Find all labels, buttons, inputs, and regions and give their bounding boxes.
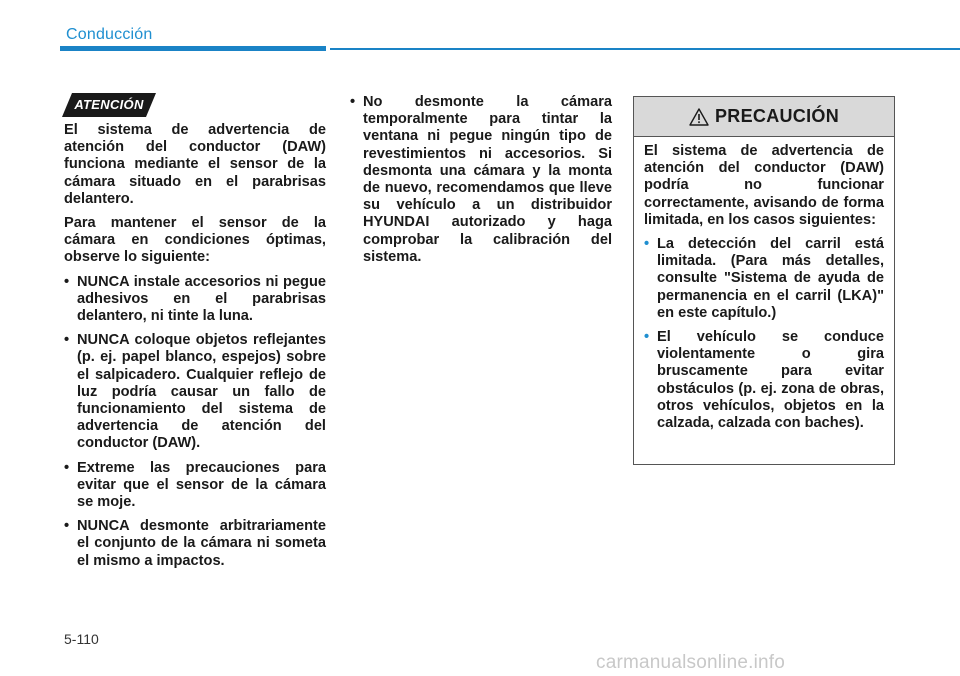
caution-title: PRECAUCIÓN bbox=[714, 106, 839, 126]
bullet-list bbox=[350, 94, 612, 266]
list-item: • No desmonte la cámara temporalmente para tintar la ventana ni pegue ningún tipo de revestimientos ni accesorios. Si desmonta una cámara y la monta de nuevo, recomendamos que lleve su vehículo a un distribuidor HYUNDAI autorizado y haga comprobar la calibración del sistema. bbox=[350, 94, 612, 266]
page-number: 5-110 bbox=[64, 631, 99, 647]
watermark: carmanualsonline.info bbox=[596, 652, 786, 673]
list-item: • La detección del carril está limitada. (Para más detalles, consulte "Sistema de ayuda de permanencia en el carril (LKA)" en este capítulo.) bbox=[644, 236, 884, 322]
section-title: Conducción bbox=[66, 26, 153, 43]
paragraph: El sistema de advertencia de atención del conductor (DAW) funciona mediante el sensor de la cámara situado en el parabrisas delantero. bbox=[64, 122, 326, 207]
column-left bbox=[64, 122, 326, 577]
bullet-list bbox=[64, 274, 326, 570]
caution-header bbox=[634, 97, 894, 137]
caution-intro: El sistema de advertencia de atención del conductor (DAW) podría no funcionar correctamente, avisando de forma limitada, en los casos siguientes: bbox=[644, 143, 884, 228]
attention-label bbox=[62, 93, 156, 117]
list-item: • El vehículo se conduce violentamente o gira bruscamente para evitar obstáculos (p. ej. zona de obras, otros vehículos, objetos en la calzada, calzada con baches). bbox=[644, 329, 884, 432]
warning-triangle-icon bbox=[689, 108, 709, 126]
header-rule-thin bbox=[330, 48, 960, 50]
list-item: • NUNCA instale accesorios ni pegue adhesivos en el parabrisas delantero, ni tinte la luna. bbox=[64, 274, 326, 326]
paragraph: Para mantener el sensor de la cámara en condiciones óptimas, observe lo siguiente: bbox=[64, 215, 326, 266]
list-item: • NUNCA coloque objetos reflejantes (p. ej. papel blanco, espejos) sobre el salpicadero. Cualquier reflejo de luz podría causar un fallo de funcionamiento del sistema de advertencia de atención del conductor (DAW). bbox=[64, 332, 326, 452]
list-item: • Extreme las precauciones para evitar que el sensor de la cámara se moje. bbox=[64, 460, 326, 512]
caution-box bbox=[633, 96, 895, 465]
column-middle bbox=[350, 94, 612, 273]
header-rule-thick bbox=[60, 46, 326, 51]
caution-body bbox=[634, 137, 894, 432]
list-item: • NUNCA desmonte arbitrariamente el conjunto de la cámara ni someta el mismo a impactos. bbox=[64, 518, 326, 570]
attention-label-text: ATENCIÓN bbox=[74, 97, 144, 112]
caution-list bbox=[644, 236, 884, 432]
